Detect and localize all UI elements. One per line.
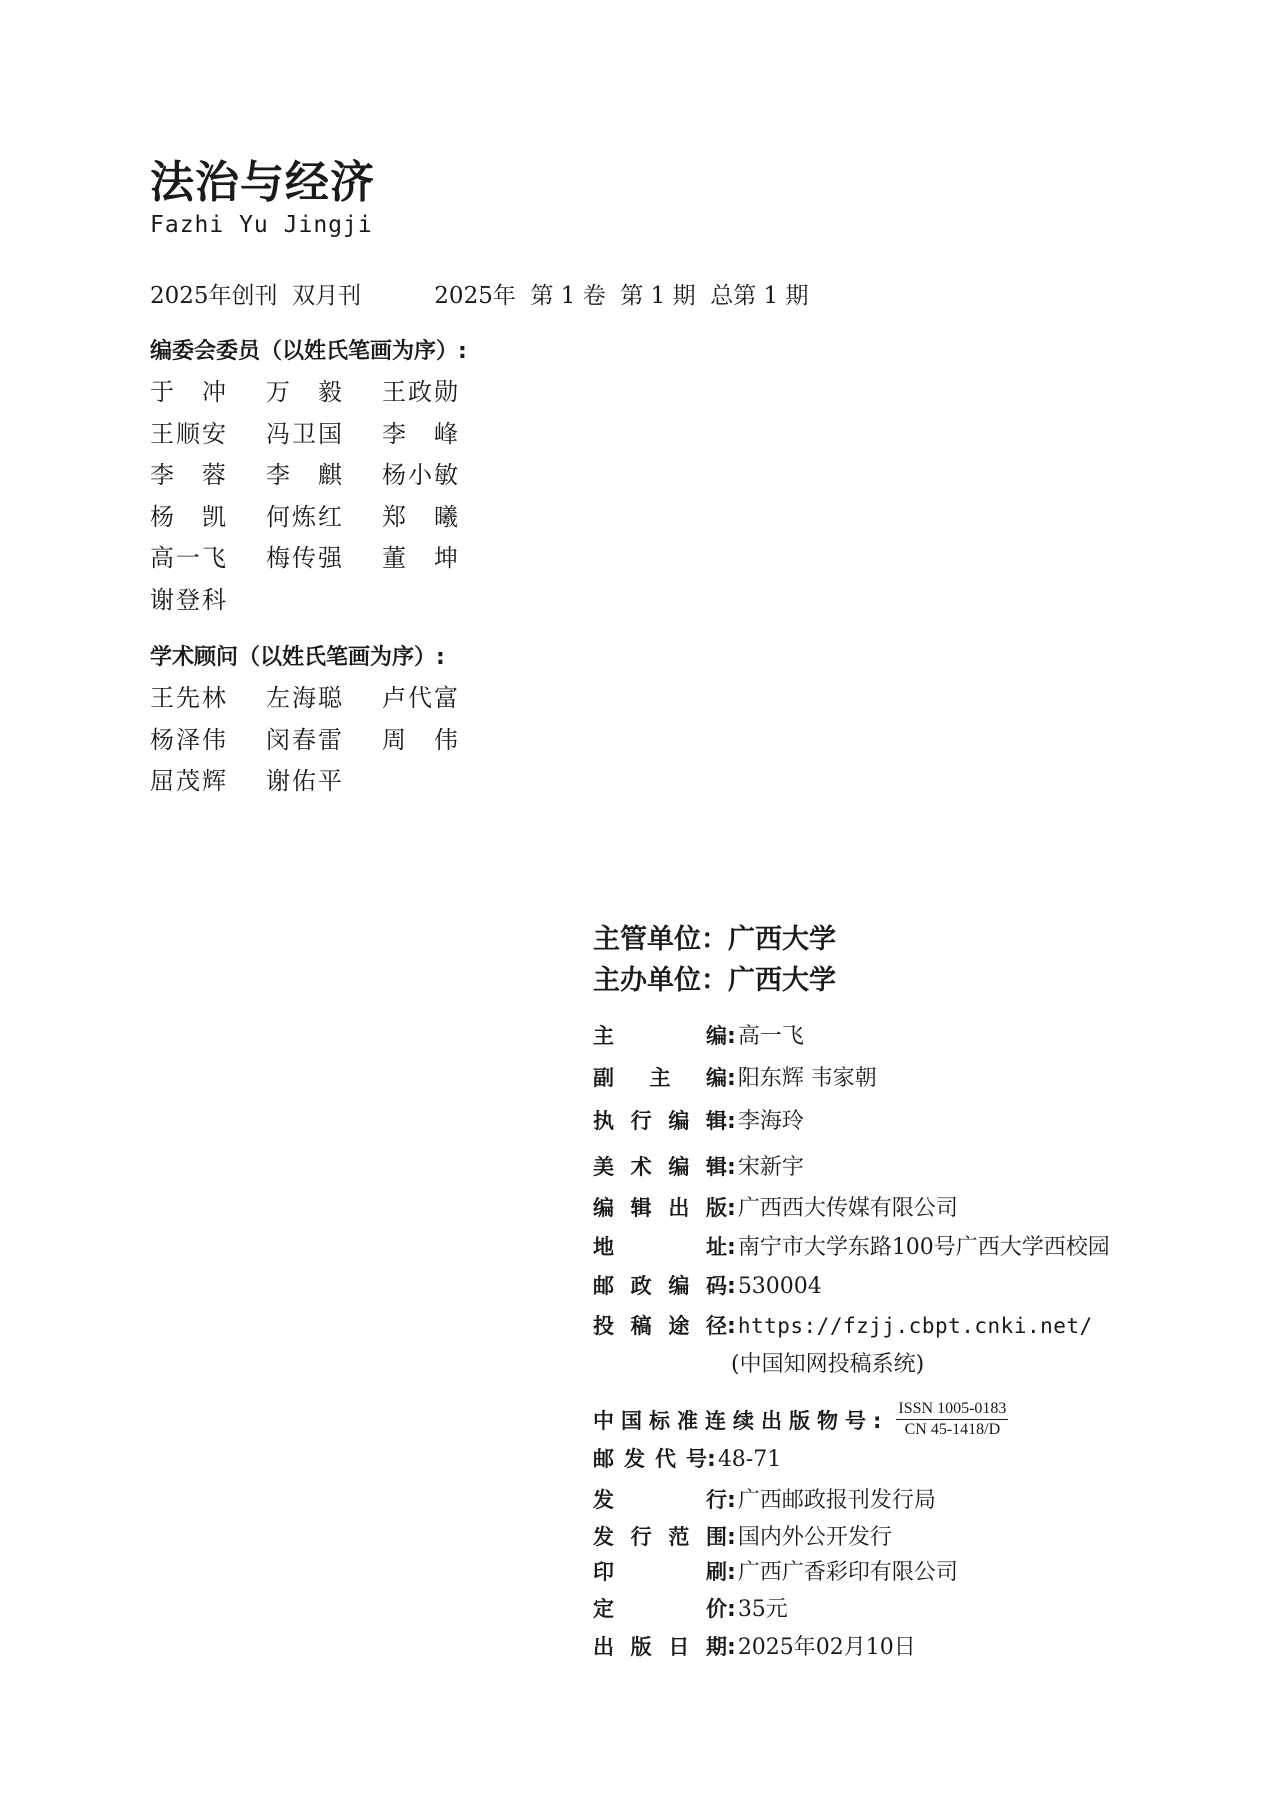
advisor-member: 卢代富 <box>382 684 460 712</box>
board-member: 王政勋 <box>382 378 460 406</box>
info-label: 发 行 范 围 <box>593 1525 727 1549</box>
supervisor-unit: 主管单位：广西大学 <box>593 924 836 955</box>
info-label: 主 编 <box>593 1024 727 1048</box>
board-member: 王顺安 <box>150 419 228 448</box>
board-member: 梅传强 <box>266 544 344 572</box>
info-label: 美 术 编 辑 <box>593 1155 727 1179</box>
submission-note: (中国知网投稿系统) <box>731 1352 925 1377</box>
info-row-deputy-editor: 副 主 编 : 阳东辉 韦家朝 <box>593 1061 877 1092</box>
info-label: 副 主 编 <box>593 1066 727 1090</box>
board-row <box>150 455 498 497</box>
info-row-postcode: 邮 政 编 码 : 530004 <box>593 1270 822 1300</box>
serial-number-label: 中国标准连续出版物号: <box>593 1408 889 1433</box>
advisor-list <box>150 678 498 803</box>
info-row-postal-code: 邮 发 代 号 : 48-71 <box>593 1443 781 1473</box>
serial-number-row <box>593 1399 1008 1440</box>
volume-text: 第 1 卷 <box>530 283 606 309</box>
board-heading: 编委会委员（以姓氏笔画为序）: <box>150 339 467 364</box>
board-member: 杨小敏 <box>382 461 460 489</box>
advisor-member: 谢佑平 <box>266 767 344 795</box>
info-label: 邮 发 代 号 <box>593 1447 707 1471</box>
info-value: 南宁市大学东路100号广西大学西校园 <box>737 1235 1110 1260</box>
info-label: 邮 政 编 码 <box>593 1274 727 1298</box>
board-member: 郑 曦 <box>382 502 460 531</box>
info-value: 阳东辉 韦家朝 <box>737 1066 877 1091</box>
advisor-member: 杨泽伟 <box>150 725 228 754</box>
board-row <box>150 538 498 580</box>
advisor-row <box>150 761 498 803</box>
info-label: 执 行 编 辑 <box>593 1109 727 1133</box>
board-member: 于 冲 <box>150 378 228 406</box>
advisor-member: 周 伟 <box>382 725 460 754</box>
info-value: 530004 <box>737 1274 822 1299</box>
info-row-art-editor: 美 术 编 辑 : 宋新宇 <box>593 1150 804 1181</box>
advisor-member: 王先林 <box>150 684 228 712</box>
info-label: 出 版 日 期 <box>593 1635 727 1659</box>
info-label: 印 刷 <box>593 1560 727 1584</box>
issue-line <box>150 277 809 310</box>
info-row-printer: 印 刷 : 广西广香彩印有限公司 <box>593 1555 958 1586</box>
board-member: 何炼红 <box>266 502 344 531</box>
info-row-editor-in-chief: 主 编 : 高一飞 <box>593 1019 804 1050</box>
info-row-executive-editor: 执 行 编 辑 : 李海玲 <box>593 1104 804 1135</box>
cn-number: CN 45-1418/D <box>904 1421 1001 1438</box>
board-member: 李 蓉 <box>150 461 228 489</box>
info-value: 35元 <box>737 1597 788 1622</box>
info-label: 编 辑 出 版 <box>593 1196 727 1220</box>
advisor-heading: 学术顾问（以姓氏笔画为序）: <box>150 645 445 670</box>
advisor-member: 闵春雷 <box>266 725 344 754</box>
info-row-price: 定 价 : 35元 <box>593 1592 788 1623</box>
issue-year: 2025年 <box>434 283 516 309</box>
board-member: 李 麒 <box>266 461 344 489</box>
sponsor-unit: 主办单位：广西大学 <box>593 965 836 996</box>
founded-text: 2025年创刊 <box>150 283 278 309</box>
submission-link[interactable]: https://fzjj.cbpt.cnki.net/ <box>737 1314 1093 1338</box>
board-member: 董 坤 <box>382 544 460 572</box>
journal-pinyin: Fazhi Yu Jingji <box>150 212 373 238</box>
board-member-list <box>150 372 498 621</box>
frequency-text: 双月刊 <box>292 283 362 309</box>
advisor-member: 屈茂辉 <box>150 767 228 795</box>
info-value: 广西广香彩印有限公司 <box>737 1560 958 1585</box>
info-row-distribution-scope: 发 行 范 围 : 国内外公开发行 <box>593 1520 892 1551</box>
info-value: 国内外公开发行 <box>737 1525 892 1550</box>
serial-number-fraction <box>896 1399 1008 1440</box>
info-row-address: 地 址 : 南宁市大学东路100号广西大学西校园 <box>593 1230 1110 1261</box>
board-member: 杨 凯 <box>150 502 228 531</box>
info-row-publish-date: 出 版 日 期 : 2025年02月10日 <box>593 1630 916 1661</box>
info-label: 定 价 <box>593 1597 727 1621</box>
advisor-row <box>150 678 498 720</box>
info-value: 高一飞 <box>737 1024 804 1049</box>
total-issue-text: 总第 1 期 <box>710 283 809 309</box>
issn-number: ISSN 1005-0183 <box>896 1399 1008 1420</box>
board-member: 万 毅 <box>266 378 344 406</box>
info-value: 48-71 <box>717 1447 782 1472</box>
info-value: 广西西大传媒有限公司 <box>737 1196 958 1221</box>
advisor-row <box>150 720 498 762</box>
board-row <box>150 497 498 539</box>
board-row <box>150 580 498 622</box>
info-row-publisher: 编 辑 出 版 : 广西西大传媒有限公司 <box>593 1191 958 1222</box>
info-label: 投 稿 途 径 <box>593 1314 727 1338</box>
board-member: 高一飞 <box>150 544 228 572</box>
board-row <box>150 414 498 456</box>
board-row <box>150 372 498 414</box>
number-text: 第 1 期 <box>620 283 696 309</box>
info-label: 地 址 <box>593 1235 727 1259</box>
board-member: 李 峰 <box>382 419 460 448</box>
info-value: 李海玲 <box>737 1109 804 1134</box>
info-value: 2025年02月10日 <box>737 1635 916 1660</box>
info-value: 宋新宇 <box>737 1155 804 1180</box>
journal-title: 法治与经济 <box>150 157 375 208</box>
info-value: 广西邮政报刊发行局 <box>737 1488 936 1513</box>
info-row-submission: 投 稿 途 径 : https://fzjj.cbpt.cnki.net/ <box>593 1310 1093 1340</box>
board-member: 冯卫国 <box>266 419 344 448</box>
info-row-distribution: 发 行 : 广西邮政报刊发行局 <box>593 1483 936 1514</box>
advisor-member: 左海聪 <box>266 684 344 712</box>
info-label: 发 行 <box>593 1488 727 1512</box>
board-member: 谢登科 <box>150 585 228 614</box>
